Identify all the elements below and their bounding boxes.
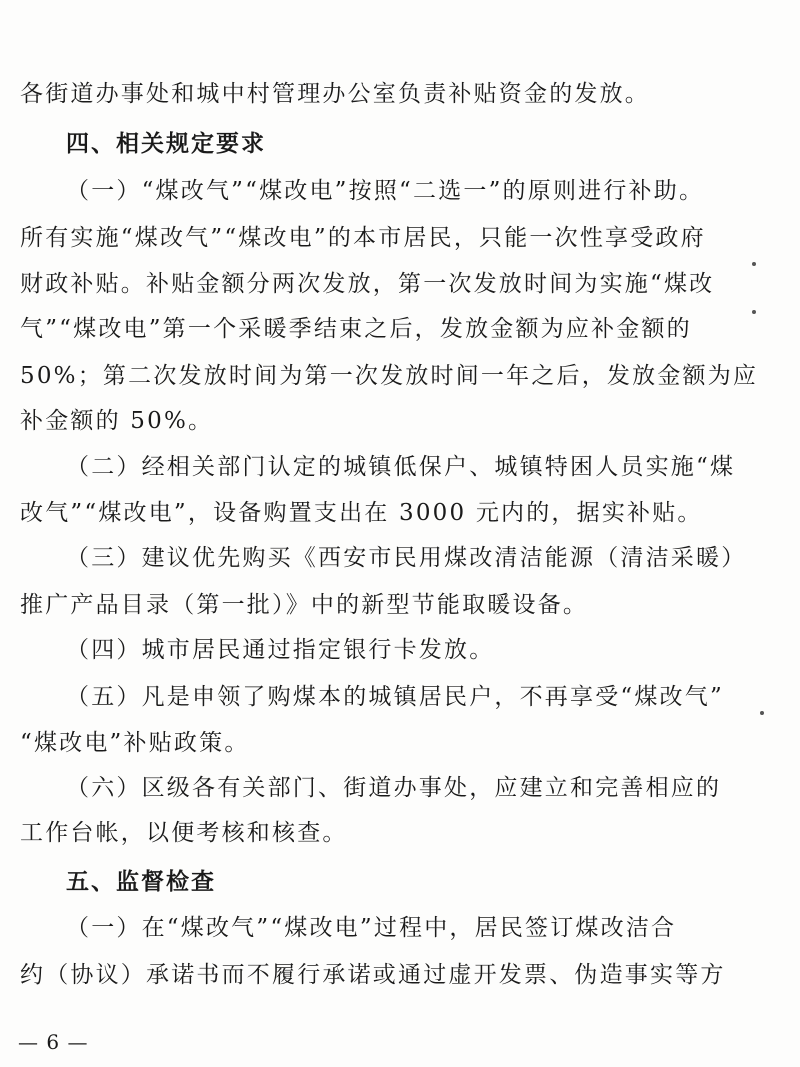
paragraph-line: 推广产品目录（第一批）》中的新型节能取暖设备。 <box>20 592 589 618</box>
paragraph-line: 工作台帐，以便考核和核查。 <box>20 820 348 846</box>
scan-mark <box>752 310 756 314</box>
scan-mark <box>752 262 756 266</box>
paragraph-line: 50%；第二次发放时间为第一次发放时间一年之后，发放金额为应 <box>20 363 759 389</box>
paragraph-line: 气”“煤改电”第一个采暖季结束之后，发放金额为应补金额的 <box>20 316 692 342</box>
page-number: — 6 — <box>18 1030 89 1054</box>
paragraph-line: （一）在“煤改气”“煤改电”过程中，居民签订煤改洁合 <box>66 915 677 941</box>
paragraph-line: （五）凡是申领了购煤本的城镇居民户，不再享受“煤改气” <box>66 684 724 710</box>
paragraph-line: 改气”“煤改电”，设备购置支出在 3000 元内的，据实补贴。 <box>20 500 703 526</box>
paragraph-line: 补金额的 50%。 <box>20 408 214 434</box>
scan-mark <box>760 711 764 715</box>
paragraph-line: 各街道办事处和城中村管理办公室负责补贴资金的发放。 <box>20 81 650 107</box>
paragraph-line: （六）区级各有关部门、街道办事处，应建立和完善相应的 <box>66 775 722 801</box>
paragraph-line: （三）建议优先购买《西安市民用煤改清洁能源（清洁采暖） <box>66 545 747 571</box>
section-heading-5: 五、监督检查 <box>66 869 216 895</box>
paragraph-line: 约（协议）承诺书而不履行承诺或通过虚开发票、伪造事实等方 <box>20 962 726 988</box>
paragraph-line: （一）“煤改气”“煤改电”按照“二选一”的原则进行补助。 <box>66 178 705 204</box>
paragraph-line: （二）经相关部门认定的城镇低保户、城镇特困人员实施“煤 <box>66 454 736 480</box>
paragraph-line: 所有实施“煤改气”“煤改电”的本市居民，只能一次性享受政府 <box>20 225 706 251</box>
paragraph-line: 财政补贴。补贴金额分两次发放，第一次发放时间为实施“煤改 <box>20 271 715 297</box>
section-heading-4: 四、相关规定要求 <box>66 131 266 157</box>
paragraph-line: “煤改电”补贴政策。 <box>20 730 250 756</box>
paragraph-line: （四）城市居民通过指定银行卡发放。 <box>66 637 495 663</box>
